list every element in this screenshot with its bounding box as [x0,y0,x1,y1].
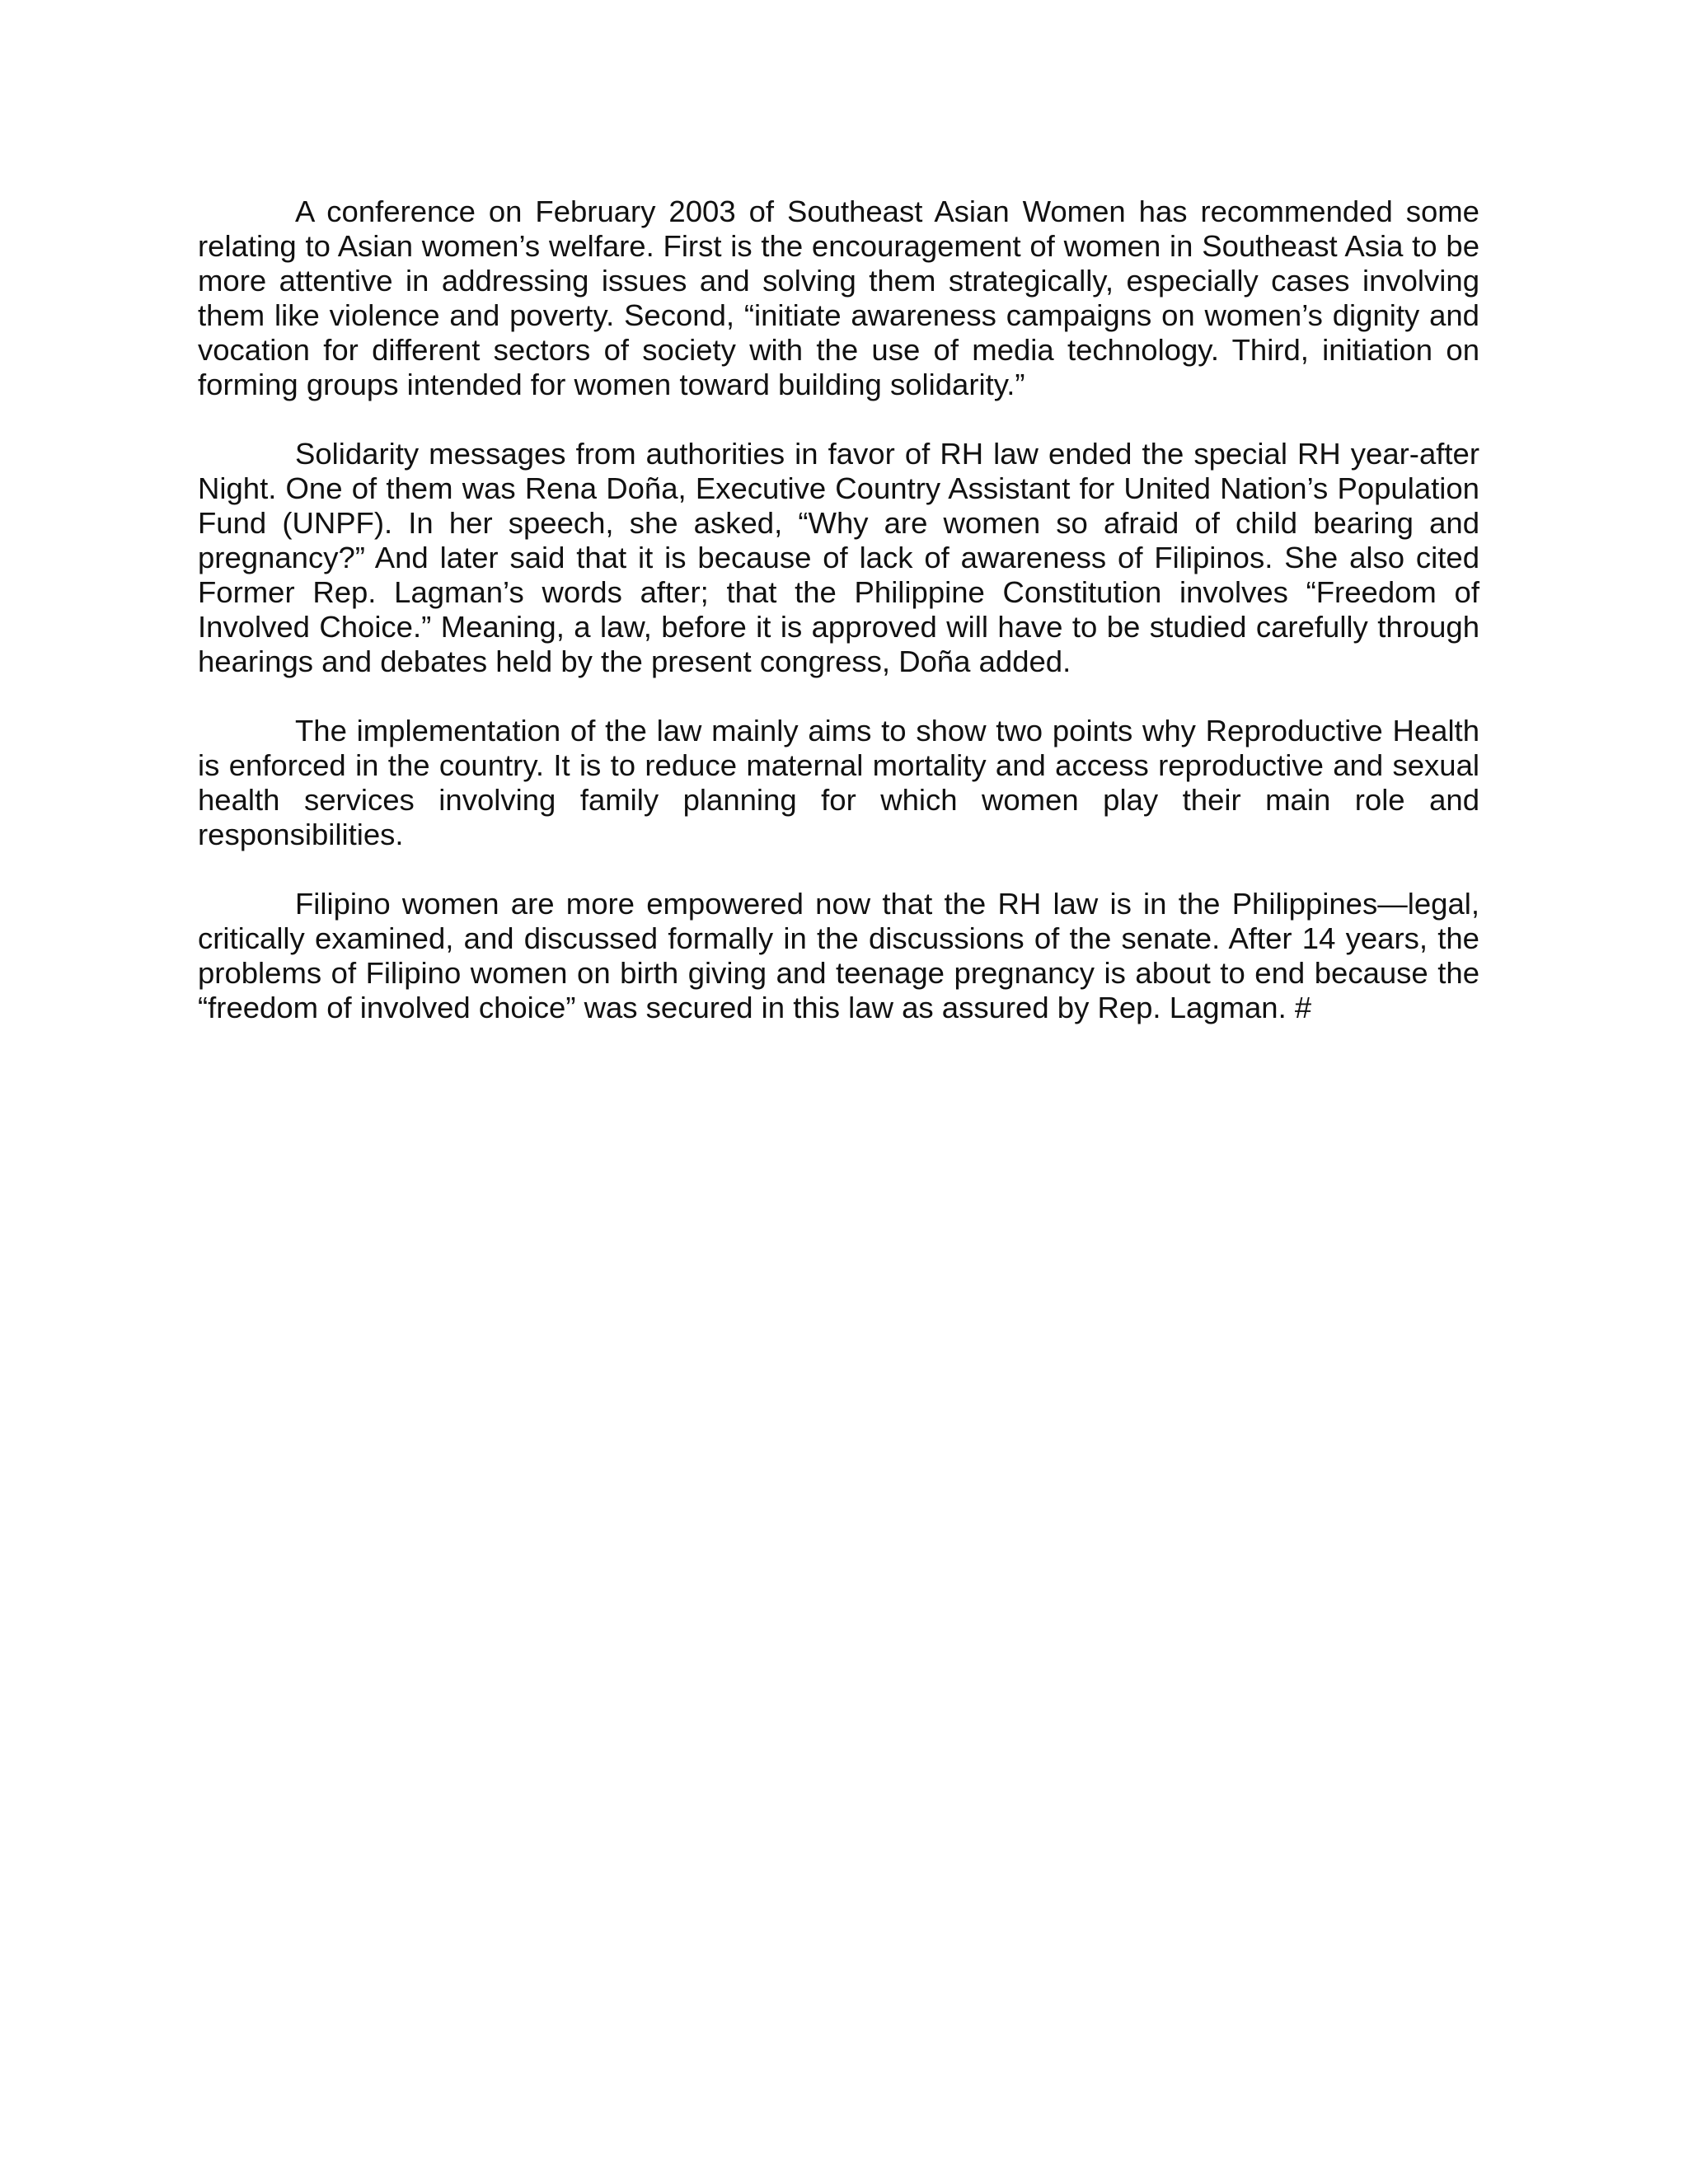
paragraph-conference: A conference on February 2003 of Southeast Asian Women has recommended some relating to Asian women’s welfare. First is the encouragement of women in Southeast Asia to be more attentive in addressing issues and solving them strategically, especially cases involving them like violence and poverty. Second, “initiate awareness campaigns on women’s dignity and vocation for different sectors of society with the use of media technology. Third, initiation on forming groups intended for women toward building solidarity.” [198,194,1479,401]
paragraph-solidarity-messages: Solidarity messages from authorities in favor of RH law ended the special RH year-after Night. One of them was Rena Doña, Executive Country Assistant for United Nation’s Population Fund (UNPF). In her speech, she asked, “Why are women so afraid of child bearing and pregnancy?” And later said that it is because of lack of awareness of Filipinos. She also cited Former Rep. Lagman’s words after; that the Philippine Constitution involves “Freedom of Involved Choice.” Meaning, a law, before it is approved will have to be studied carefully through hearings and debates held by the present congress, Doña added. [198,437,1479,678]
document-body [198,194,1479,1060]
paragraph-implementation: The implementation of the law mainly aims to show two points why Reproductive Health is enforced in the country. It is to reduce maternal mortality and access reproductive and sexual health services involving family planning for which women play their main role and responsibilities. [198,714,1479,851]
paragraph-filipino-women: Filipino women are more empowered now that the RH law is in the Philippines—legal, critically examined, and discussed formally in the discussions of the senate. After 14 years, the problems of Filipino women on birth giving and teenage pregnancy is about to end because the “freedom of involved choice” was secured in this law as assured by Rep. Lagman. # [198,887,1479,1024]
